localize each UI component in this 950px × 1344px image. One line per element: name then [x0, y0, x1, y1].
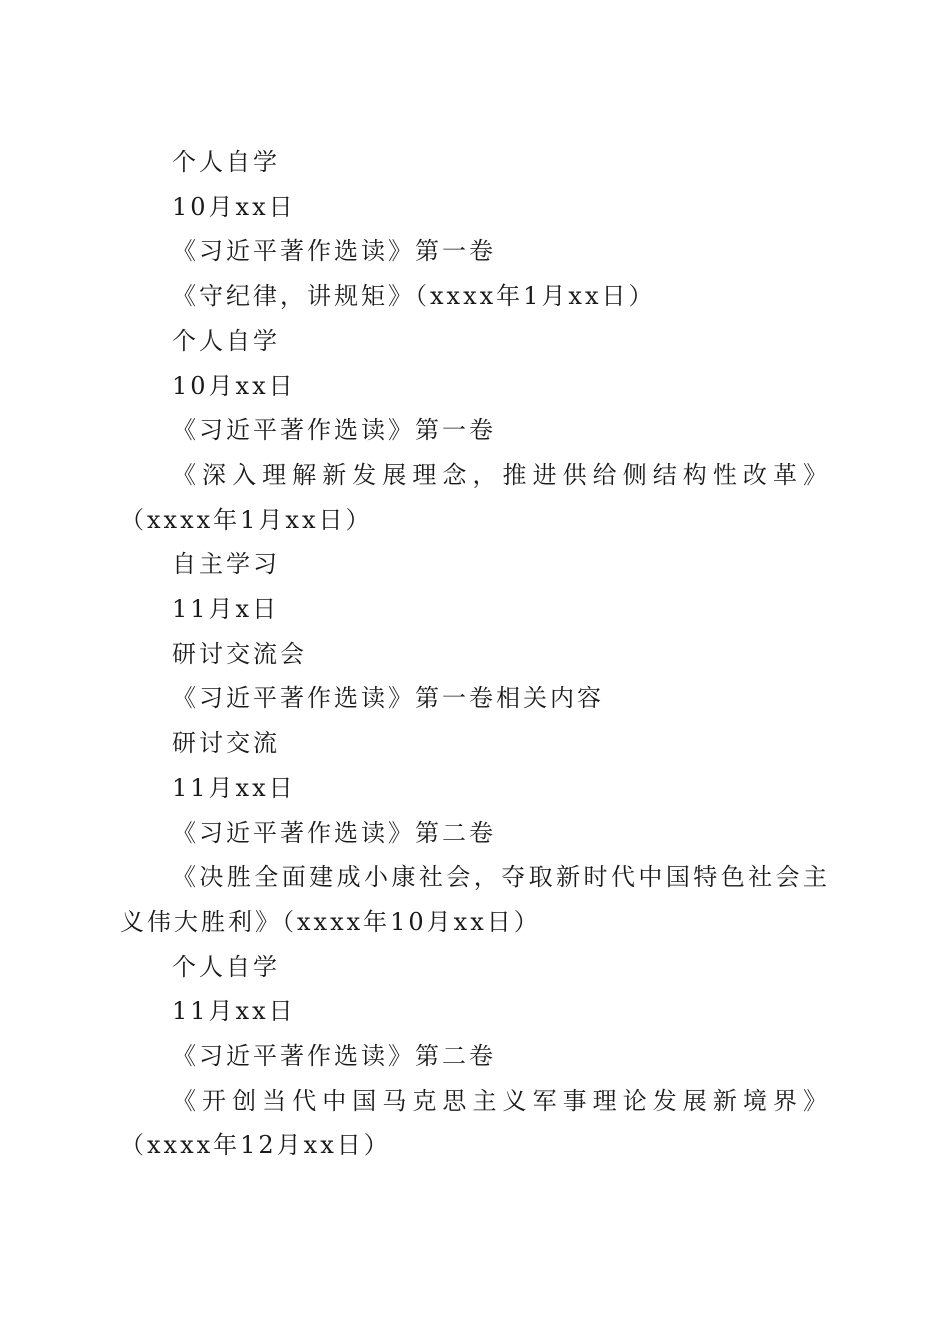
- paragraph-book: 《习近平著作选读》第一卷: [172, 237, 496, 266]
- paragraph-study-type: 研讨交流: [172, 729, 280, 758]
- paragraph-book: 《习近平著作选读》第一卷相关内容: [172, 684, 604, 713]
- paragraph-study-type: 个人自学: [172, 148, 280, 176]
- paragraph-date: 10月xx日: [172, 371, 296, 400]
- paragraph-date: 10月xx日: [172, 192, 296, 221]
- document-body: [120, 140, 830, 1168]
- paragraph-study-type: 研讨交流会: [172, 639, 307, 668]
- paragraph-book: 《习近平著作选读》第二卷: [172, 1042, 496, 1071]
- paragraph-date: 11月xx日: [172, 773, 296, 802]
- paragraph-article: 《决胜全面建成小康社会，夺取新时代中国特色社会主义伟大胜利》（xxxx年10月xx日）: [120, 863, 830, 936]
- paragraph-study-type: 自主学习: [172, 550, 280, 579]
- paragraph-date: 11月xx日: [172, 997, 296, 1026]
- paragraph-study-type: 个人自学: [172, 326, 280, 355]
- paragraph-article: 《守纪律，讲规矩》（xxxx年1月xx日）: [172, 282, 656, 311]
- paragraph-book: 《习近平著作选读》第一卷: [172, 416, 496, 445]
- paragraph-study-type: 个人自学: [172, 952, 280, 981]
- paragraph-article: 《深入理解新发展理念，推进供给侧结构性改革》（xxxx年1月xx日）: [120, 460, 830, 534]
- paragraph-book: 《习近平著作选读》第二卷: [172, 818, 496, 847]
- paragraph-date: 11月x日: [172, 595, 280, 624]
- paragraph-article: 《开创当代中国马克思主义军事理论发展新境界》（xxxx年12月xx日）: [120, 1086, 830, 1160]
